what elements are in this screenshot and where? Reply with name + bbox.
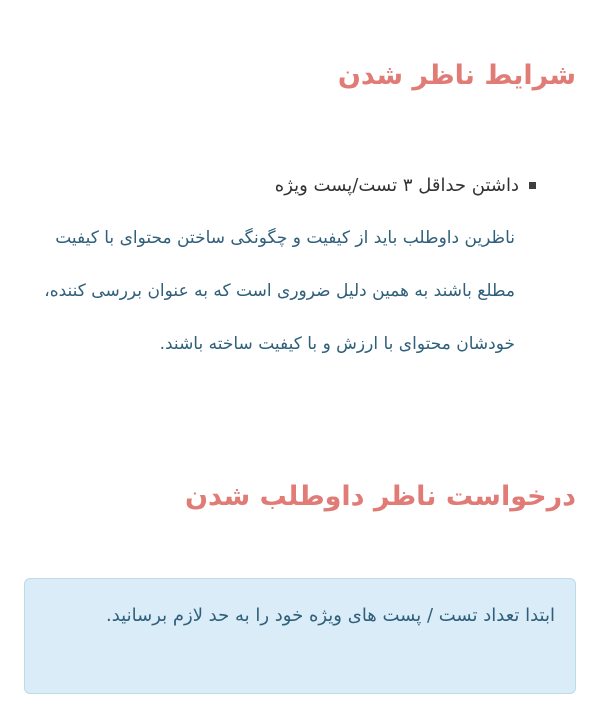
square-bullet-icon: [529, 182, 536, 189]
reviewer-request-heading: درخواست ناظر داوطلب شدن: [185, 481, 576, 512]
reviewer-conditions-description: ناظرین داوطلب باید از کیفیت و چگونگی ساختن محتوای با کیفیت مطلع باشند به همین دلیل ضروری است که به عنوان بررسی کننده، خودشان محتوای با ارزش و با کیفیت ساخته باشند.: [44, 228, 515, 354]
reviewer-conditions-heading: شرایط ناظر شدن: [337, 60, 576, 91]
bullet-item-text: داشتن حداقل ۳ تست/پست ویژه: [274, 175, 519, 196]
info-alert-message: ابتدا تعداد تست / پست های ویژه خود را به حد لازم برسانید.: [106, 605, 555, 626]
info-alert-box: [24, 578, 576, 694]
bullet-list-item: [56, 172, 536, 199]
